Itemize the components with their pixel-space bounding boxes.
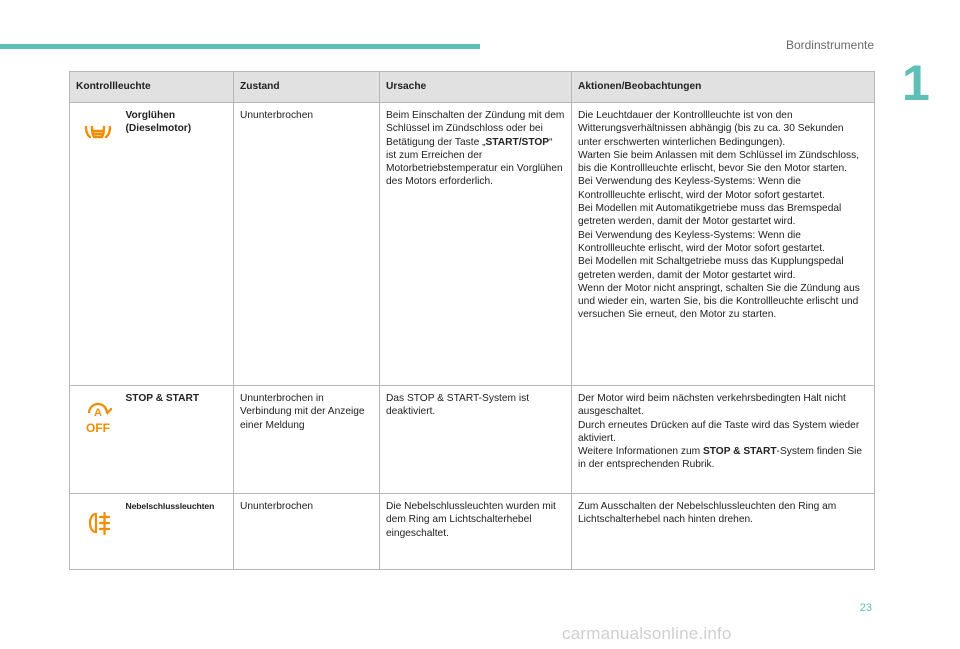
table-header-row xyxy=(70,72,875,103)
row-state: Ununterbrochen xyxy=(234,103,380,386)
row-cause: Das STOP & START-System ist deaktiviert. xyxy=(380,386,572,494)
row-name: Vorglühen (Dieselmotor) xyxy=(126,103,234,386)
watermark: carmanualsonline.info xyxy=(562,624,732,643)
row-cause: Die Nebelschlussleuchten wurden mit dem Ring am Lichtschalterhebel eingeschaltet. xyxy=(380,494,572,570)
row-cause: Beim Einschalten der Zündung mit dem Schlüssel im Zündschloss oder bei Betätigung der Taste „START/STOP“ ist zum Erreichen der Motorbetriebstemperatur ein Vorglühen des Motors erforderlich. xyxy=(380,103,572,386)
warning-lights-table xyxy=(69,71,875,570)
row-name: STOP & START xyxy=(126,386,234,494)
stop-start-off-icon xyxy=(78,396,118,436)
row-actions: Zum Ausschalten der Nebelschlussleuchten den Ring am Lichtschalterhebel nach hinten drehen. xyxy=(572,494,875,570)
column-header-aktionen: Aktionen/Beobachtungen xyxy=(572,72,875,103)
row-state: Ununterbrochen xyxy=(234,494,380,570)
chapter-number: 1 xyxy=(902,55,930,111)
table-row xyxy=(70,103,875,386)
chapter-color-bar xyxy=(0,44,480,49)
row-actions: Der Motor wird beim nächsten verkehrsbedingten Halt nicht ausgeschaltet. Durch erneutes Drücken auf die Taste wird das System wieder aktiviert. Weitere Informationen zum STOP & START-System finden Sie in der entsprechenden Rubrik. xyxy=(572,386,875,494)
svg-text:OFF: OFF xyxy=(85,421,110,435)
row-actions: Die Leuchtdauer der Kontrollleuchte ist von den Witterungsverhältnissen abhängig (bis zu ca. 30 Sekunden unter erschwerten winterlichen Bedingungen). Warten Sie beim Anlassen mit dem Schlüssel im Zündschloss, bis die Kontrollleuchte erlischt, bevor Sie den Motor starten. Bei Verwendung des Keyless-Systems: Wenn die Kontrollleuchte erlischt, wird der Motor sofort gestartet. Bei Modellen mit Automatikgetriebe muss das Bremspedal getreten werden, damit der Motor gestartet wird. Bei Verwendung des Keyless-Systems: Wenn die Kontrollleuchte erlischt, wird der Motor sofort gestartet. Bei Modellen mit Schaltgetriebe muss das Kupplungspedal getreten werden, damit der Motor gestartet wird. Wenn der Motor nicht anspringt, schalten Sie die Zündung aus und wieder ein, warten Sie, bis die Kontrollleuchte erlischt und versuchen Sie erneut, den Motor zu starten. xyxy=(572,103,875,386)
row-state: Ununterbrochen in Verbindung mit der Anzeige einer Meldung xyxy=(234,386,380,494)
glow-plug-icon xyxy=(78,115,118,155)
column-header-kontrollleuchte: Kontrollleuchte xyxy=(70,72,234,103)
svg-text:A: A xyxy=(93,407,102,419)
table-row xyxy=(70,494,875,570)
column-header-ursache: Ursache xyxy=(380,72,572,103)
column-header-zustand: Zustand xyxy=(234,72,380,103)
section-title: Bordinstrumente xyxy=(785,38,874,52)
rear-fog-light-icon xyxy=(78,504,118,544)
row-name: Nebelschlussleuchten xyxy=(126,494,234,570)
table-row xyxy=(70,386,875,494)
page-number: 23 xyxy=(859,602,872,614)
